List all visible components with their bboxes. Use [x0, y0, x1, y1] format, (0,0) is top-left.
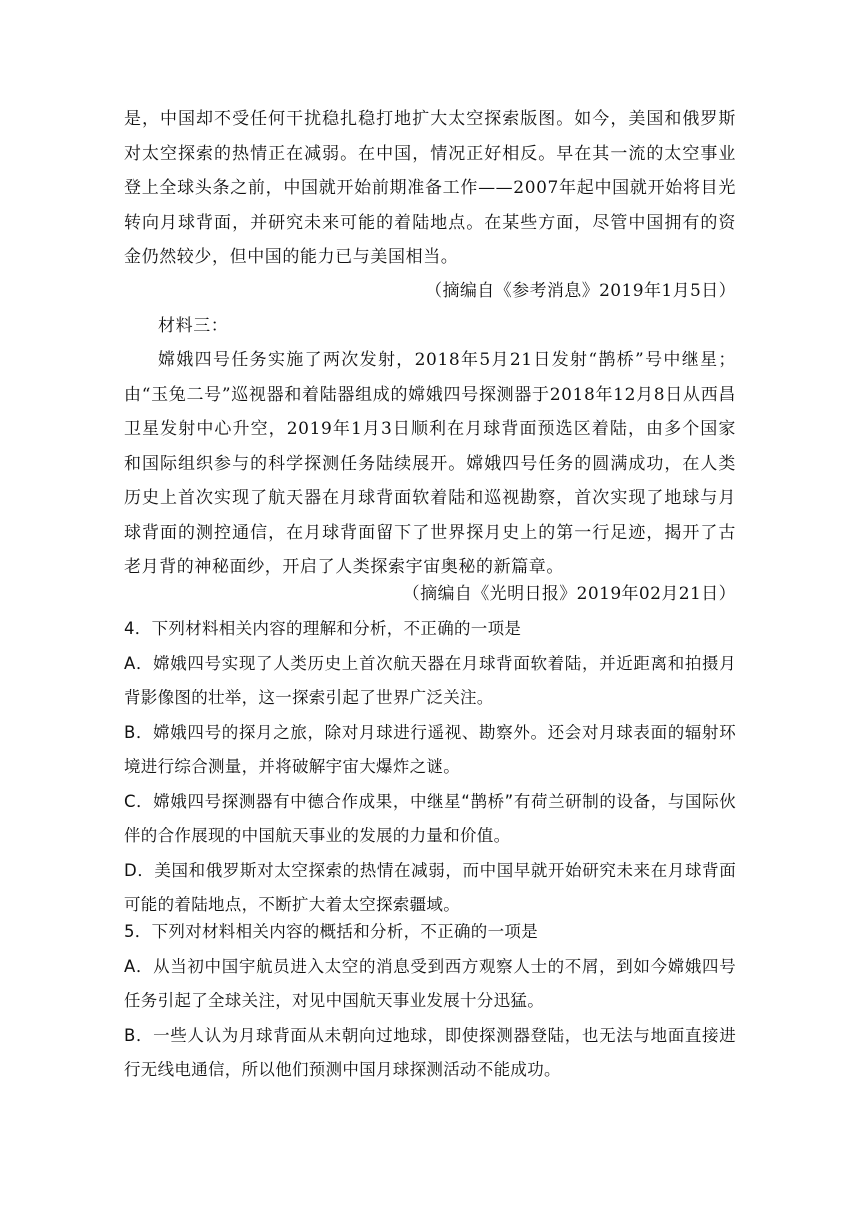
question-5-option-b[interactable]: B．一些人认为月球背面从未朝向过地球，即使探测器登陆，也无法与地面直接进行无线电通信，所以他们预测中国月球探测活动不能成功。 [124, 1025, 736, 1079]
material-two-paragraph: 是，中国却不受任何干扰稳扎稳打地扩大太空探索版图。如今，美国和俄罗斯对太空探索的热情正在减弱。在中国，情况正好相反。早在其一流的太空事业登上全球头条之前，中国就开始前期准备工作——2007年起中国就开始将目光转向月球背面，并研究未来可能的着陆地点。在某些方面，尽管中国拥有的资金仍然较少，但中国的能力已与美国相当。 [124, 109, 736, 267]
source-citation-two: （摘编自《参考消息》2019年1月5日） [425, 281, 736, 301]
question-4-option-d[interactable]: D．美国和俄罗斯对太空探索的热情在减弱，而中国早就开始研究未来在月球背面可能的着陆地点，不断扩大着太空探索疆域。 [124, 860, 736, 914]
question-4 [124, 612, 736, 923]
question-5-stem: 5．下列对材料相关内容的概括和分析，不正确的一项是 [124, 922, 538, 941]
question-4-option-b[interactable]: B．嫦娥四号的探月之旅，除对月球进行遥视、勘察外。还会对月球表面的辐射环境进行综合测量，并将破解宇宙大爆炸之谜。 [124, 722, 736, 776]
question-4-stem: 4．下列材料相关内容的理解和分析，不正确的一项是 [124, 619, 522, 638]
question-4-option-a[interactable]: A．嫦娥四号实现了人类历史上首次航天器在月球背面软着陆，并近距离和拍摄月背影像图的壮举，这一探索引起了世界广泛关注。 [124, 653, 736, 707]
source-citation-three: （摘编自《光明日报》2019年02月21日） [402, 584, 736, 604]
question-5-option-a[interactable]: A．从当初中国宇航员进入太空的消息受到西方观察人士的不屑，到如今嫦娥四号任务引起了全球关注，对见中国航天事业发展十分迅猛。 [124, 956, 736, 1010]
question-4-option-c[interactable]: C．嫦娥四号探测器有中德合作成果，中继星“鹊桥”有荷兰研制的设备，与国际伙伴的合作展现的中国航天事业的发展的力量和价值。 [124, 791, 736, 845]
material-three-paragraph: 嫦娥四号任务实施了两次发射，2018年5月21日发射“鹊桥”号中继星；由“玉兔二号”巡视器和着陆器组成的嫦娥四号探测器于2018年12月8日从西昌卫星发射中心升空，2019年1月3日顺利在月球背面预选区着陆，由多个国家和国际组织参与的科学探测任务陆续展开。嫦娥四号任务的圆满成功，在人类历史上首次实现了航天器在月球背面软着陆和巡视勘察，首次实现了地球与月球背面的测控通信，在月球背面留下了世界探月史上的第一行足迹，揭开了古老月背的神秘面纱，开启了人类探索宇宙奥秘的新篇章。 [124, 350, 736, 577]
material-three-heading: 材料三： [158, 316, 229, 336]
question-5 [124, 915, 736, 1088]
